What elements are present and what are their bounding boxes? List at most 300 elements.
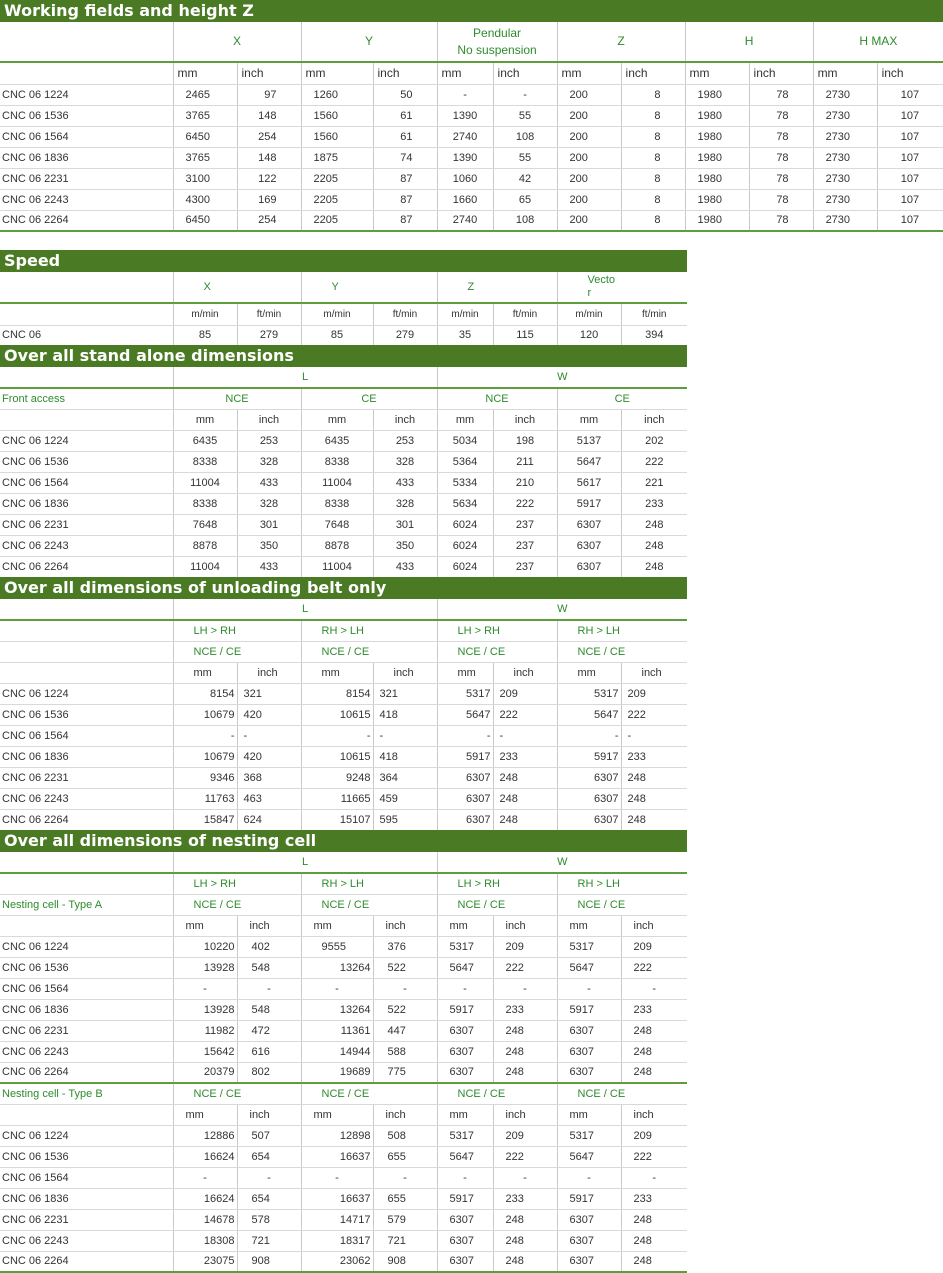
table-cell (0, 599, 173, 620)
table-cell: 6307 (437, 767, 493, 788)
table-cell: - (301, 725, 373, 746)
table-cell: 209 (621, 1125, 687, 1146)
table-cell: 209 (621, 683, 687, 704)
table-cell: 721 (237, 1230, 301, 1251)
table-cell: 8 (621, 189, 685, 210)
table-cell: 6307 (557, 1209, 621, 1230)
table-cell: 1390 (437, 105, 493, 126)
unit-header: inch (621, 915, 687, 936)
table-cell: 588 (373, 1041, 437, 1062)
table-cell: 78 (749, 210, 813, 231)
unit-header: mm (557, 1104, 621, 1125)
table-cell: 1980 (685, 147, 749, 168)
table-cell: 16624 (173, 1146, 237, 1167)
table-cell: 233 (493, 1188, 557, 1209)
table-cell: 200 (557, 168, 621, 189)
table-cell: 447 (373, 1020, 437, 1041)
table-cell: 328 (237, 493, 301, 514)
table-cell: 4300 (173, 189, 237, 210)
table-cell: 35 (437, 325, 493, 345)
table-row (0, 84, 943, 105)
table-row (0, 514, 687, 535)
table-cell: 222 (493, 493, 557, 514)
unit-header: mm (301, 1104, 373, 1125)
model-name: CNC 06 2231 (0, 1209, 173, 1230)
table-cell: 107 (877, 84, 943, 105)
table-row (0, 1041, 687, 1062)
nesting-title: Over all dimensions of nesting cell (0, 830, 687, 852)
table-cell: 2205 (301, 189, 373, 210)
model-name: CNC 06 1564 (0, 725, 173, 746)
table-cell: - (437, 1167, 493, 1188)
table-cell: 233 (493, 999, 557, 1020)
table-cell: 5647 (437, 1146, 493, 1167)
unit-header: mm (173, 62, 237, 84)
table-cell: 3100 (173, 168, 237, 189)
table-cell: 350 (237, 535, 301, 556)
group-header: L (173, 599, 437, 620)
table-cell: 11004 (173, 556, 237, 577)
table-row (0, 1209, 687, 1230)
table-cell: 721 (373, 1230, 437, 1251)
table-cell: 200 (557, 147, 621, 168)
table-row (0, 999, 687, 1020)
table-cell: 11665 (301, 788, 373, 809)
table-cell: - (437, 725, 493, 746)
table-cell: - (493, 725, 557, 746)
table-cell: 1980 (685, 210, 749, 231)
direction-header: RH > LH (557, 620, 687, 641)
table-cell: 328 (373, 493, 437, 514)
table-cell: 248 (621, 1020, 687, 1041)
unit-header: mm (437, 1104, 493, 1125)
table-cell: 2205 (301, 168, 373, 189)
unit-header: mm (301, 62, 373, 84)
unit-header: mm (557, 409, 621, 430)
table-cell: 233 (621, 746, 687, 767)
model-name: CNC 06 1836 (0, 746, 173, 767)
table-cell: 418 (373, 746, 437, 767)
table-cell: 522 (373, 957, 437, 978)
table-cell: 908 (373, 1251, 437, 1272)
table-cell: 248 (493, 1230, 557, 1251)
table-cell: 1060 (437, 168, 493, 189)
table-cell: - (173, 978, 237, 999)
table-cell: 328 (373, 451, 437, 472)
table-row (0, 1146, 687, 1167)
model-name: CNC 06 1224 (0, 683, 173, 704)
table-cell (0, 641, 173, 662)
table-cell (0, 409, 173, 430)
table-cell: 50 (373, 84, 437, 105)
table-cell: 15847 (173, 809, 237, 830)
table-cell (0, 22, 173, 62)
table-cell: 233 (493, 746, 557, 767)
table-cell: 233 (621, 1188, 687, 1209)
table-cell (0, 62, 173, 84)
table-cell: 5917 (437, 746, 493, 767)
table-cell: 5634 (437, 493, 493, 514)
table-cell: 65 (493, 189, 557, 210)
unit-header: mm (173, 662, 237, 683)
table-cell: 107 (877, 189, 943, 210)
table-cell: 595 (373, 809, 437, 830)
table-cell: 6450 (173, 210, 237, 231)
table-cell: 2730 (813, 126, 877, 147)
table-cell: 6435 (173, 430, 237, 451)
top-header-row (0, 852, 687, 873)
table-cell: 301 (373, 514, 437, 535)
unit-header: inch (237, 1104, 301, 1125)
nce-header: NCE / CE (301, 894, 437, 915)
table-cell: 6024 (437, 556, 493, 577)
table-cell (0, 852, 173, 873)
table-cell: 5334 (437, 472, 493, 493)
table-cell: 248 (493, 1209, 557, 1230)
nce-header: NCE / CE (557, 1083, 687, 1104)
table-cell: 654 (237, 1146, 301, 1167)
table-cell: 1980 (685, 168, 749, 189)
table-cell: 18308 (173, 1230, 237, 1251)
unit-header: inch (621, 662, 687, 683)
table-row (0, 210, 943, 231)
model-name: CNC 06 1536 (0, 105, 173, 126)
table-cell: 6307 (557, 1041, 621, 1062)
table-cell: 2730 (813, 105, 877, 126)
table-cell: 433 (373, 472, 437, 493)
model-name: CNC 06 2243 (0, 1041, 173, 1062)
model-name: CNC 06 1836 (0, 1188, 173, 1209)
table-cell: 248 (621, 514, 687, 535)
unit-header: inch (749, 62, 813, 84)
table-cell (0, 873, 173, 894)
table-cell: 11004 (301, 556, 373, 577)
table-row (0, 809, 687, 830)
table-cell: 1660 (437, 189, 493, 210)
unit-header: inch (237, 62, 301, 84)
group-header: Y (301, 272, 437, 303)
model-name: CNC 06 1836 (0, 147, 173, 168)
nce-header: NCE / CE (173, 641, 301, 662)
unit-header-row (0, 62, 943, 84)
table-cell: 248 (493, 1251, 557, 1272)
table-cell: 321 (373, 683, 437, 704)
table-cell: 2730 (813, 147, 877, 168)
model-name: CNC 06 2231 (0, 1020, 173, 1041)
model-name: CNC 06 1536 (0, 957, 173, 978)
table-cell: 248 (621, 809, 687, 830)
table-cell: 19689 (301, 1062, 373, 1083)
table-cell: 279 (237, 325, 301, 345)
table-cell: - (173, 1167, 237, 1188)
table-row (0, 1062, 687, 1083)
top-header-row (0, 599, 687, 620)
belt-title: Over all dimensions of unloading belt only (0, 577, 687, 599)
table-cell: 15642 (173, 1041, 237, 1062)
table-cell: 548 (237, 957, 301, 978)
table-cell: 13928 (173, 999, 237, 1020)
table-cell: 85 (301, 325, 373, 345)
table-cell: 908 (237, 1251, 301, 1272)
table-cell: 248 (493, 809, 557, 830)
table-cell: 248 (621, 1041, 687, 1062)
table-cell: 472 (237, 1020, 301, 1041)
table-cell: - (301, 978, 373, 999)
table-cell: 775 (373, 1062, 437, 1083)
table-cell: 10220 (173, 936, 237, 957)
table-cell: 233 (621, 999, 687, 1020)
table-cell: - (437, 84, 493, 105)
table-cell: 209 (493, 1125, 557, 1146)
table-cell: 5917 (557, 746, 621, 767)
table-cell: 616 (237, 1041, 301, 1062)
table-cell: 248 (493, 1041, 557, 1062)
table-cell: 2730 (813, 210, 877, 231)
table-cell: 78 (749, 168, 813, 189)
table-cell: 301 (237, 514, 301, 535)
table-cell: 578 (237, 1209, 301, 1230)
model-name: CNC 06 1564 (0, 1167, 173, 1188)
unit-header: inch (237, 662, 301, 683)
table-cell: 13264 (301, 999, 373, 1020)
table-cell: 8 (621, 210, 685, 231)
table-cell: 209 (493, 683, 557, 704)
table-cell: 20379 (173, 1062, 237, 1083)
table-cell: 507 (237, 1125, 301, 1146)
model-name: CNC 06 2264 (0, 1251, 173, 1272)
table-cell: 222 (493, 704, 557, 725)
table-cell: 8338 (301, 451, 373, 472)
belt-table (0, 599, 687, 831)
table-cell: - (493, 978, 557, 999)
table-cell: 16624 (173, 1188, 237, 1209)
table-cell: 211 (493, 451, 557, 472)
table-cell: 202 (621, 430, 687, 451)
unit-header: mm (437, 409, 493, 430)
table-cell: 6307 (437, 788, 493, 809)
unit-header: inch (373, 409, 437, 430)
table-cell: 5647 (557, 451, 621, 472)
table-cell: 248 (493, 767, 557, 788)
table-cell: 169 (237, 189, 301, 210)
unit-header: mm (437, 662, 493, 683)
working-fields-title: Working fields and height Z (0, 0, 943, 22)
unit-header: mm (437, 915, 493, 936)
table-row (0, 1020, 687, 1041)
table-cell: 5917 (557, 493, 621, 514)
table-cell: 148 (237, 105, 301, 126)
table-cell: 12898 (301, 1125, 373, 1146)
unit-header: inch (373, 915, 437, 936)
table-cell: - (437, 978, 493, 999)
table-cell: 253 (237, 430, 301, 451)
nesting-type-label: Nesting cell - Type B (0, 1083, 173, 1104)
model-name: CNC 06 1224 (0, 1125, 173, 1146)
table-cell: 6307 (557, 1020, 621, 1041)
table-cell: 16637 (301, 1146, 373, 1167)
table-cell: 237 (493, 535, 557, 556)
unit-header: mm (557, 662, 621, 683)
table-cell: 248 (621, 788, 687, 809)
table-cell: 1560 (301, 105, 373, 126)
model-name: CNC 06 2243 (0, 535, 173, 556)
table-cell: 6307 (437, 1230, 493, 1251)
table-row (0, 493, 687, 514)
table-cell: 2730 (813, 168, 877, 189)
table-cell: 107 (877, 147, 943, 168)
table-cell: 6435 (301, 430, 373, 451)
table-cell: 97 (237, 84, 301, 105)
model-name: CNC 06 2243 (0, 189, 173, 210)
table-cell: 87 (373, 210, 437, 231)
table-cell: 1560 (301, 126, 373, 147)
unit-header: inch (237, 915, 301, 936)
table-row (0, 168, 943, 189)
table-row (0, 325, 687, 345)
table-cell: 11004 (301, 472, 373, 493)
speed-title: Speed (0, 250, 687, 272)
table-cell: 1980 (685, 105, 749, 126)
nce-header: NCE / CE (437, 894, 557, 915)
table-cell: 6307 (557, 1062, 621, 1083)
model-name: CNC 06 2243 (0, 1230, 173, 1251)
group-header: X (173, 22, 301, 62)
table-cell: 85 (173, 325, 237, 345)
direction-header: LH > RH (173, 620, 301, 641)
table-cell: 209 (621, 936, 687, 957)
table-row (0, 746, 687, 767)
table-cell: 5647 (557, 704, 621, 725)
unit-header: mm (437, 62, 493, 84)
table-row (0, 957, 687, 978)
table-cell: 7648 (173, 514, 237, 535)
unit-header-row (0, 409, 687, 430)
table-cell: 6307 (437, 1041, 493, 1062)
table-cell: 5317 (437, 683, 493, 704)
table-cell: 8338 (301, 493, 373, 514)
table-cell: 5317 (557, 683, 621, 704)
table-cell: 8878 (173, 535, 237, 556)
table-cell: 248 (493, 788, 557, 809)
table-cell: 148 (237, 147, 301, 168)
table-cell: 254 (237, 126, 301, 147)
table-cell: 364 (373, 767, 437, 788)
table-cell: 394 (621, 325, 687, 345)
table-cell: 6307 (437, 1062, 493, 1083)
table-cell: 222 (493, 1146, 557, 1167)
table-cell: 5917 (557, 1188, 621, 1209)
table-cell: 237 (493, 556, 557, 577)
table-cell: 10615 (301, 746, 373, 767)
table-cell: 6307 (557, 1230, 621, 1251)
table-cell: 624 (237, 809, 301, 830)
unit-header: inch (373, 662, 437, 683)
table-cell: - (237, 1167, 301, 1188)
table-cell: 55 (493, 147, 557, 168)
table-row (0, 451, 687, 472)
table-cell: 11361 (301, 1020, 373, 1041)
model-name: CNC 06 1564 (0, 126, 173, 147)
table-row (0, 683, 687, 704)
nesting-table (0, 852, 687, 1273)
table-cell: - (373, 725, 437, 746)
table-cell: 5647 (557, 957, 621, 978)
table-cell: 1980 (685, 84, 749, 105)
table-cell: 5917 (557, 999, 621, 1020)
model-name: CNC 06 2231 (0, 514, 173, 535)
unit-header: m/min (301, 303, 373, 325)
table-cell: 6307 (437, 1209, 493, 1230)
table-cell: 87 (373, 189, 437, 210)
sub-header: NCE (173, 388, 301, 409)
speed-table (0, 272, 687, 346)
table-cell: 5364 (437, 451, 493, 472)
unit-header: inch (493, 1104, 557, 1125)
table-cell: 433 (373, 556, 437, 577)
table-cell: 42 (493, 168, 557, 189)
unit-header: inch (621, 409, 687, 430)
table-cell: 463 (237, 788, 301, 809)
group-header: H MAX (813, 22, 943, 62)
table-cell: 6307 (437, 1020, 493, 1041)
table-cell: 6024 (437, 535, 493, 556)
table-cell: 122 (237, 168, 301, 189)
table-cell: 222 (621, 1146, 687, 1167)
table-cell: 222 (621, 451, 687, 472)
group-header: Y (301, 22, 437, 62)
unit-header: inch (621, 62, 685, 84)
table-cell: 13264 (301, 957, 373, 978)
table-cell: 108 (493, 126, 557, 147)
table-cell: 18317 (301, 1230, 373, 1251)
table-cell: 8154 (173, 683, 237, 704)
table-cell: - (373, 978, 437, 999)
table-cell: 200 (557, 105, 621, 126)
sub-header: CE (557, 388, 687, 409)
model-name: CNC 06 (0, 325, 173, 345)
table-cell: - (621, 725, 687, 746)
table-cell: 107 (877, 126, 943, 147)
table-row (0, 535, 687, 556)
table-row (0, 1251, 687, 1272)
table-cell: 200 (557, 210, 621, 231)
unit-header: mm (173, 409, 237, 430)
table-cell: 248 (621, 1230, 687, 1251)
table-cell: 1980 (685, 189, 749, 210)
table-cell: 420 (237, 746, 301, 767)
table-cell: - (237, 725, 301, 746)
group-header: L (173, 852, 437, 873)
model-name: CNC 06 1224 (0, 84, 173, 105)
table-cell: 248 (621, 1251, 687, 1272)
model-name: CNC 06 1836 (0, 999, 173, 1020)
table-cell: 2465 (173, 84, 237, 105)
front-access-label: Front access (0, 388, 173, 409)
table-cell: 508 (373, 1125, 437, 1146)
table-cell: 655 (373, 1188, 437, 1209)
table-cell: 8 (621, 126, 685, 147)
table-cell: 210 (493, 472, 557, 493)
nce-header: NCE / CE (437, 1083, 557, 1104)
table-row (0, 1167, 687, 1188)
table-row (0, 936, 687, 957)
direction-header: RH > LH (301, 873, 437, 894)
model-name: CNC 06 2264 (0, 1062, 173, 1083)
unit-header: m/min (173, 303, 237, 325)
direction-header-row (0, 873, 687, 894)
table-row (0, 472, 687, 493)
model-name: CNC 06 2243 (0, 788, 173, 809)
